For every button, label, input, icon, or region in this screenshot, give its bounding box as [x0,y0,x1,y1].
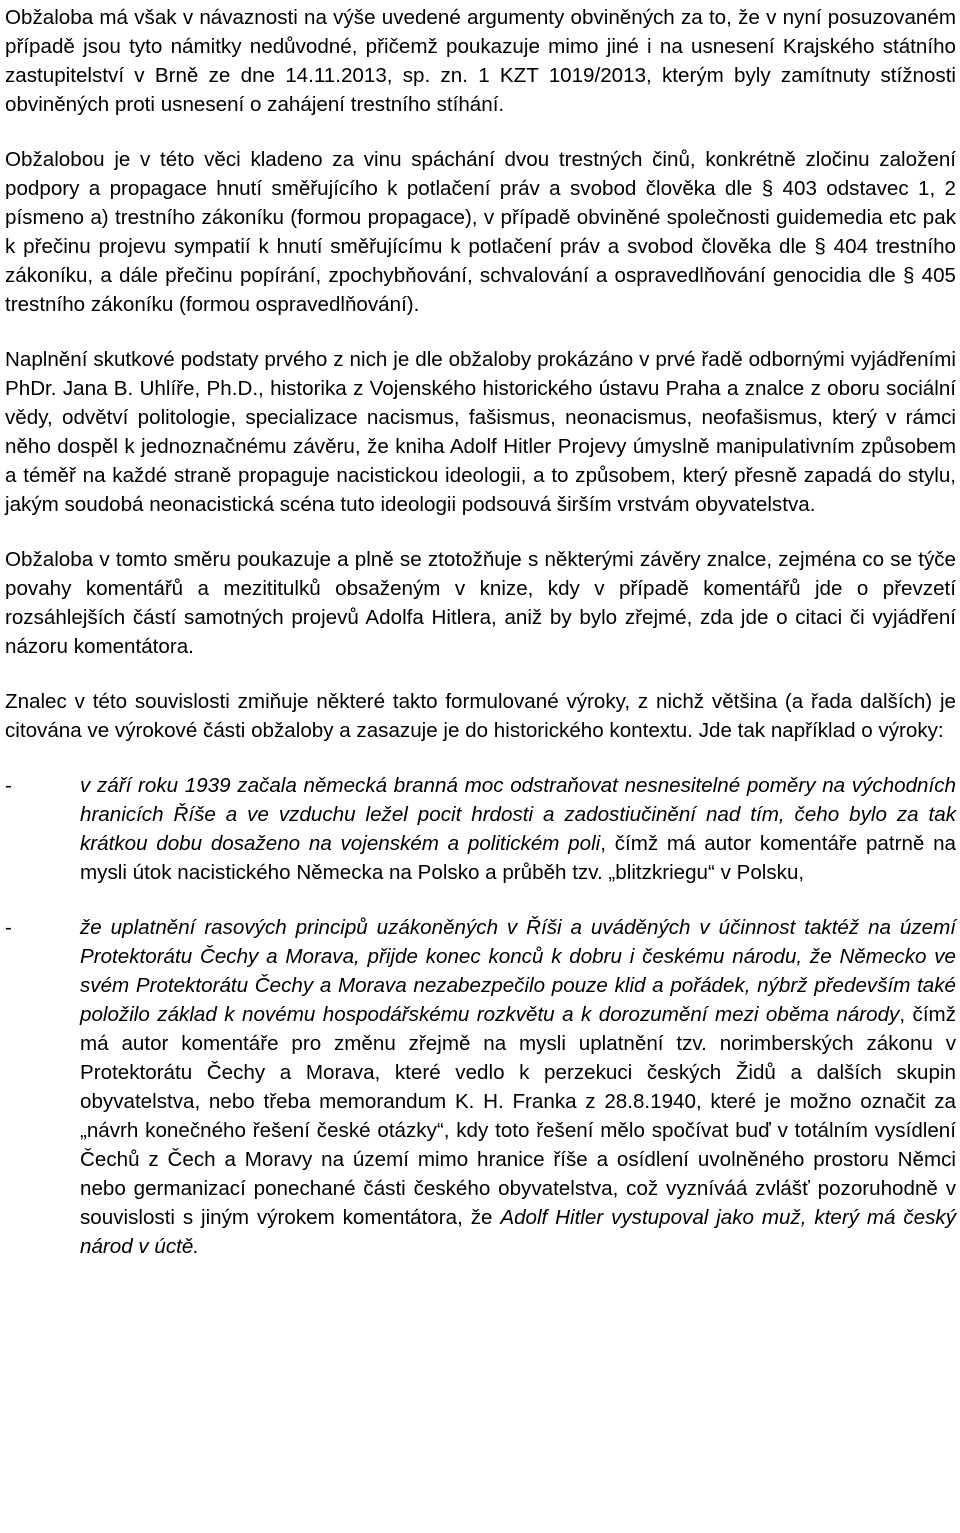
paragraph-objections: Obžaloba má však v návaznosti na výše uvedené argumenty obviněných za to, že v nyní posuzovaném případě jsou tyto námitky nedůvodné, přičemž poukazuje mimo jiné i na usnesení Krajského státního zastupitelství v Brně ze dne 14.11.2013, sp. zn. 1 KZT 1019/2013, kterým byly zamítnuty stížnosti obviněných proti usnesení o zahájení trestního stíhání. [5,6,956,116]
statement-2-quote-end: Adolf Hitler vystupoval jako muž, který má český národ v úctě. [80,1206,956,1258]
statement-2-commentary: , čímž má autor komentáře pro změnu zřejmě na mysli uplatnění tzv. norimberských zákonu v Protektorátu Čechy a Morava, které vedlo k perzekuci českých Židů a dalších skupin obyvatelstva, nebo třeba memorandum K. H. Franka z 28.8.1940, které je možno označit za „návrh konečného řešení české otázky“, kdy toto řešení mělo spočívat buď v totálním vysídlení Čechů z Čech a Moravy na území mimo hranice říše a osídlení uvolněného prostoru Němci nebo germanizací ponechané části českého obyvatelstva, což vyzníváá zvlášť pozoruhodně v souvislosti s jiným výrokem komentátora, že [80,1003,957,1229]
list-item-statement-1 [5,771,956,887]
statement-2-quote: že uplatnění rasových principů uzákoněných v Říši a uváděných v účinnost taktéž na území Protektorátu Čechy a Morava, přijde konec konců k dobru i českému národu, že Německo ve svém Protektorátu Čechy a Morava nezabezpečilo pouze klid a pořádek, nýbrž především také položilo základ k novému hospodářskému rozkvětu a k dorozumění mezi oběma národy [80,916,956,1026]
paragraph-prosecution-agreement: Obžaloba v tomto směru poukazuje a plně se ztotožňuje s některými závěry znalce, zejména co se týče povahy komentářů a mezititulků obsaženým v knize, kdy v případě komentářů jde o převzetí rozsáhlejších částí samotných projevů Adolfa Hitlera, aniž by bylo zřejmé, zda jde o citaci či vyjádření názoru komentátora. [5,548,956,658]
list-item-statement-2 [5,913,956,1261]
paragraph-charges: Obžalobou je v této věci kladeno za vinu spáchání dvou trestných činů, konkrétně zločinu založení podpory a propagace hnutí směřujícího k potlačení práv a svobod člověka dle § 403 odstavec 1, 2 písmeno a) trestního zákoníku (formou propagace), v případě obviněné společnosti guidemedia etc pak k přečinu projevu sympatií k hnutí směřujícímu k potlačení práv a svobod člověka dle § 404 trestního zákoníku, a dále přečinu popírání, zpochybňování, schvalování a ospravedlňování genocidia dle § 405 trestního zákoníku (formou ospravedlňování). [5,148,956,316]
statement-2-text [80,913,956,1261]
paragraph-statements-intro: Znalec v této souvislosti zmiňuje některé takto formulované výroky, z nichž většina (a řada dalších) je citována ve výrokové části obžaloby a zasazuje je do historického kontextu. Jde tak například o výroky: [5,690,956,742]
statement-1-text [80,771,956,887]
paragraph-expert-opinion: Naplnění skutkové podstaty prvého z nich je dle obžaloby prokázáno v prvé řadě odbornými vyjádřeními PhDr. Jana B. Uhlíře, Ph.D., historika z Vojenského historického ústavu Praha a znalce z oboru sociální vědy, odvětví politologie, specializace nacismus, fašismus, neonacismus, neofašismus, který v rámci něho dospěl k jednoznačnému závěru, že kniha Adolf Hitler Projevy úmyslně manipulativním způsobem a téměř na každé straně propaguje nacistickou ideologii, a to způsobem, který přesně zapadá do stylu, jakým soudobá neonacistická scéna tuto ideologii podsouvá širším vrstvám obyvatelstva. [5,348,956,516]
statement-1-quote: v září roku 1939 začala německá branná moc odstraňovat nesnesitelné poměry na východních hranicích Říše a ve vzduchu ležel pocit hrdosti a zadostiučinění nad tím, čeho bylo za tak krátkou dobu dosaženo na vojenském a politickém poli [80,774,956,855]
bullet-dash: - [5,774,12,797]
statement-1-commentary: , čímž má autor komentáře patrně na mysli útok nacistického Německa na Polsko a průběh tzv. „blitzkriegu“ v Polsku, [80,832,956,884]
bullet-dash: - [5,916,12,939]
document-page [5,0,956,1261]
